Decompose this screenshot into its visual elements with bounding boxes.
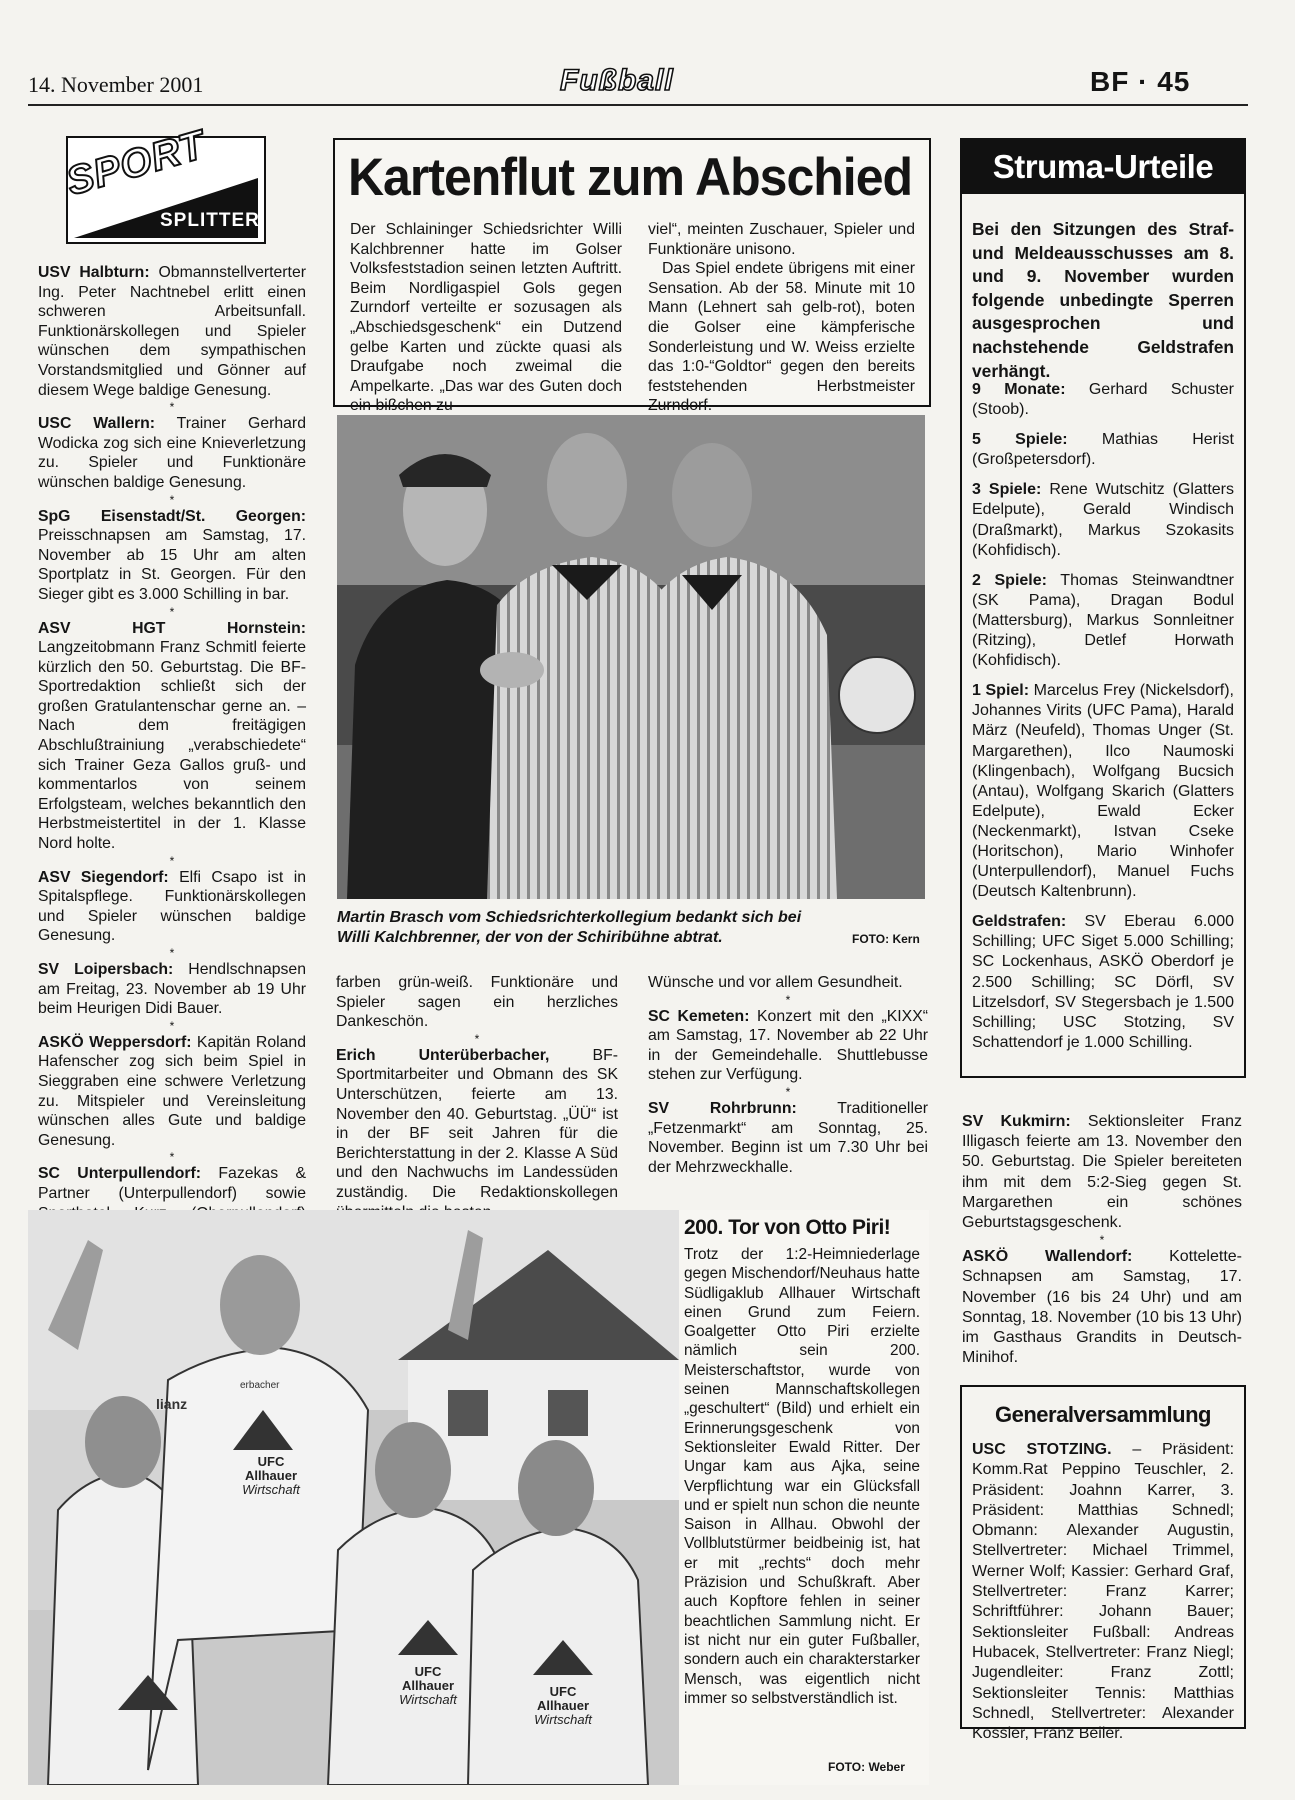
piri-article-title: 200. Tor von Otto Piri! xyxy=(684,1216,891,1239)
right-column-notes xyxy=(962,1112,1242,1378)
piri-article-text: Trotz der 1:2-Heimniederlage gegen Mischendorf/Neuhaus hatte Südligaklub Allhauer Wirtschaft einen Grund zum Feiern. Goalgetter Otto Piri erzielte nämlich sein 200. Meisterschaftstor, wurde von seinen Mannschaftskollegen „geschultert“ (Bild) und erhielt ein Erinnerungsgeschenk von Sektionsleiter Ewald Ritter. Der Ungar kam aus Ajka, seine Verpflichtung war ein Glücksfall und er spielt nun schon die neunte Saison in Allhau. Obwohl der Vollblutstürmer beidbeinig ist, hat er mit „rechts“ doch mehr Präzision und Schußkraft. Aber auch Kopftore fehlen in seiner beachtlichen Sammlung nicht. Er ist nicht nur ein guter Fußballer, sondern auch ein charakterstarker Mensch, was eigentlich nicht immer so selbstverständlich ist. xyxy=(684,1246,920,1707)
main-article-col2-p2: Das Spiel endete übrigens mit einer Sensation. Ab der 58. Minute mit 10 Mann (Lehnert sah gelb-rot), boten die Golser eine kämpferische Sonderleistung und W. Weiss erzielte das 1:0-“Goldtor“ gegen den bereits feststehenden Herbstmeister Zurndorf. xyxy=(648,260,915,415)
photo-credit-weber: FOTO: Weber xyxy=(828,1760,905,1774)
lower-item: Erich Unterüberbacher, BF-Sportmitarbeiter und Obmann des SK Unterschützen, feierte am 13. November den 40. Geburtstag. „ÜÜ“ ist in der BF seit Jahren für die Berichterstattung in der 2. Klasse A Süd und den Nachwuchs im Landessüden zuständig. Die Redaktionskollegen xyxy=(336,1046,618,1201)
banner-text: lianz xyxy=(156,1396,188,1412)
separator-star: * xyxy=(785,992,791,1007)
team-photo xyxy=(28,1210,679,1785)
splitter-item: ASV HGT Hornstein: Langzeitobmann Franz Schmitl feierte kürzlich den 50. Geburtstag. Die BF-Sportredaktion schließt sich der großen Gratulantenschar gerne an. – Nach dem freitägigen Abschlußtrainiung „verabschiedete“ sich Trainer Geza Gallos gruß- und kommentarlos von seinem Erfolgsteam, welches bekanntlich den Herbstmeistertitel in der 1. Klasse Nord holte. xyxy=(38,619,306,853)
shirt-line-2: Allhauer xyxy=(401,1678,454,1693)
separator-star: * xyxy=(785,1084,791,1099)
issue-date: 14. November 2001 xyxy=(28,72,204,97)
general-assembly-text xyxy=(972,1440,1234,1744)
separator-star: * xyxy=(169,604,175,619)
sport-splitter-logo xyxy=(61,122,266,244)
referee-photo xyxy=(337,415,925,899)
shirt-line-3: Wirtschaft xyxy=(534,1712,592,1727)
page-number: BF · 45 xyxy=(1090,66,1191,97)
separator-star: * xyxy=(169,400,175,415)
lower-item: farben grün-weiß. Funktionäre und Spieler sagen ein herzliches Dankeschön. xyxy=(336,974,618,1031)
splitter-item: USV Halbturn: Obmannstellverterter Ing. Peter Nachtnebel erlitt einen schweren Arbeitsunfall. Funktionärskollegen und Spieler wünschen dem sympathischen Vorstandsmitglied und Gönner auf diesem Wege baldige Genesung. xyxy=(38,264,306,399)
splitter-item: SpG Eisenstadt/St. Georgen: Preisschnapsen am Samstag, 17. November ab 15 Uhr am alten Sportplatz in St. Georgen. Für den Sieger gibt es 3.000 Schilling in bar. xyxy=(38,507,306,603)
general-assembly-lead: USC STOTZING. xyxy=(972,1441,1112,1458)
splitter-item: USC Wallern: Trainer Gerhard Wodicka zog sich eine Knieverletzung zu. Spieler und Funktionäre wünschen baldige Genesung. xyxy=(38,415,306,491)
struma-list xyxy=(972,380,1234,1063)
struma-item: 9 Monate: Gerhard Schuster (Stoob). xyxy=(972,381,1235,419)
separator-star: * xyxy=(169,946,175,960)
struma-item: 3 Spiele: Rene Wutschitz (Glatters Edelpute), Gerald Windisch (Draßmarkt), Markus Szokasits (Kohfidisch). xyxy=(972,481,1234,559)
main-article-title: Kartenflut zum Abschied xyxy=(347,147,913,207)
separator-star: * xyxy=(169,492,175,507)
shirt-line-3: Wirtschaft xyxy=(242,1482,300,1497)
header-rule xyxy=(28,104,1248,106)
lower-item: SV Rohrbrunn: Traditioneller „Fetzenmarkt“ am Sonntag, 25. November. Beginn ist um 7.30 Uhr bei der Mehrzweckhalle. xyxy=(648,1099,928,1176)
splitter-item: ASV Siegendorf: Elfi Csapo ist in Spitalspflege. Funktionärskollegen und Spieler wünschen baldige Genesung. xyxy=(38,868,306,945)
general-assembly-title: Generalversammlung xyxy=(995,1402,1211,1427)
struma-intro: Bei den Sitzungen des Straf- und Meldeausschusses am 8. und 9. November wurden folgende unbedingte Sperren ausgesprochen und nachstehende Geldstrafen verhängt. xyxy=(972,219,1234,381)
referee-photo-illustration xyxy=(337,415,925,899)
lower-column-a xyxy=(336,973,618,1232)
separator-star: * xyxy=(474,1031,480,1046)
shirt-line-3: Wirtschaft xyxy=(399,1692,457,1707)
struma-item: 5 Spiele: Mathias Herist (Großpetersdorf). xyxy=(972,431,1234,469)
separator-star: * xyxy=(1099,1233,1105,1248)
lower-item: SC Kemeten: Konzert mit den „KIXX“ am Samstag, 17. November ab 22 Uhr in der Gemeindehalle. Shuttlebusse stehen zur Verfügung. xyxy=(648,1007,928,1084)
shirt-logo-text xyxy=(226,1455,316,1497)
photo-credit-kern: FOTO: Kern xyxy=(852,932,920,946)
shirt-logo-text-2 xyxy=(383,1665,473,1707)
separator-star: * xyxy=(169,853,175,868)
struma-item: 2 Spiele: Thomas Steinwandtner (SK Pama), Dragan Bodul (Mattersburg), Markus Sonnleitner (Ritzing), Detlef Horwath (Kohfidisch). xyxy=(972,571,1235,670)
section-title: Fußball xyxy=(560,64,674,97)
referee-photo-caption: Martin Brasch vom Schiedsrichterkollegium bedankt sich bei Willi Kalchbrenner, der von der Schiribühne abtrat. xyxy=(337,909,802,946)
separator-star: * xyxy=(169,1018,175,1033)
shirt-line-2: Allhauer xyxy=(536,1698,589,1713)
splitter-item: ASKÖ Weppersdorf: Kapitän Roland Hafenscher zog sich beim Spiel in Sieggraben eine schwere Verletzung zu. Mitspieler und Vereinsleitung wünschen alles Gute und baldige Genesung. xyxy=(38,1033,306,1149)
right-note-item: ASKÖ Wallendorf: Kottelette-Schnapsen am Samstag, 17. November (16 bis 24 Uhr) und am Sonntag, 18. November (10 bis 13 Uhr) im Gasthaus Grandits in Deutsch-Minihof. xyxy=(962,1248,1242,1367)
shirt-line-2: Allhauer xyxy=(244,1468,297,1483)
main-article-col2 xyxy=(648,220,915,416)
shirt-line-1: UFC xyxy=(549,1684,577,1699)
shirt-sponsor-label: erbacher xyxy=(240,1380,280,1391)
shirt-logo-text-3 xyxy=(518,1685,608,1727)
shirt-line-1: UFC xyxy=(414,1664,442,1679)
general-assembly-body: – Präsident: Komm.Rat Peppino Teuschler, 2. Präsident: Joahnn Karrer, 3. Präsident: Matthias Schnedl; Obmann: Alexander Augustin, Stellvertreter: Michael Trimmel, Werner Wolf; Kassier: Gerhard Graf, Stellvertreter: Franz Karrer; Schriftführer: Johann Bauer; Sektionsleiter Fußball: Andreas Hubacek, Stellvertreter: Franz Niegl; Jugendleiter: Franz Zottl; Sektionsleiter Tennis: Matthias Schnedl, Stellvertreter: Alexander Kössler, Franz Beiler. xyxy=(972,1441,1235,1743)
lower-column-b xyxy=(648,973,928,1187)
struma-title: Struma-Urteile xyxy=(962,140,1244,194)
logo-sub: SPLITTER xyxy=(160,210,260,231)
splitter-column xyxy=(38,263,306,1272)
splitter-item: SC Unterpullendorf: Fazekas & Partner (Unterpullendorf) sowie xyxy=(38,1165,306,1202)
splitter-item: SV Loipersbach: Hendlschnapsen am Freitag, 23. November ab 19 Uhr beim Heurigen Didi Bauer. xyxy=(38,961,306,1018)
shirt-line-1: UFC xyxy=(257,1454,285,1469)
separator-star: * xyxy=(169,1150,175,1165)
lower-item: Wünsche und vor allem Gesundheit. xyxy=(648,974,903,991)
struma-item: 1 Spiel: Marcelus Frey (Nickelsdorf), Johannes Virits (UFC Pama), Harald März (Neufeld), Thomas Unger (St. Margarethen), Ilco Naumoski (Klingenbach), Wolfgang Bucsich (Antau), Wolfgang Skarich (Glatters Edelpute), Ewald Ecker (Neckenmarkt), Istvan Cseke (Horitschon), Mario Winhofer (Unterpullendorf), Manuel Fuchs (Deutsch Kaltenbrunn). xyxy=(972,682,1234,901)
main-article-col1: Der Schlaininger Schiedsrichter Willi Kalchbrenner hatte im Golser Volksfeststadion seinen letzten Auftritt. Beim Nordligaspiel Gols gegen Zurndorf verteilte er sozusagen als „Abschiedsgeschenk“ ein Dutzend gelbe Karten und zückte quasi als Draufgabe noch zweimal die Ampelkarte. „Das war des Guten doch ein bißchen zu- xyxy=(350,221,622,415)
right-note-item: SV Kukmirn: Sektionsleiter Franz Illigasch feierte am 13. November den 50. Geburtstag. Die Spieler bereiteten ihm mit dem 5:2-Sieg gegen St. Margarethen ein schönes Geburtstagsgeschenk. xyxy=(962,1113,1242,1232)
logo-word: SPORT xyxy=(61,122,211,205)
struma-item: Geldstrafen: SV Eberau 6.000 Schilling; UFC Siget 5.000 Schilling; SC Lockenhaus, ASKÖ Oberdorf je 2.500 Schilling; SC Dörfl, SV Litzelsdorf, SV Stegersbach je 1.500 Schilling; USC Stotzing, SV Schattendorf je 1.000 Schilling. xyxy=(972,913,1234,1051)
main-article-col2-p1: viel“, meinten Zuschauer, Spieler und Funktionäre unisono. xyxy=(648,221,915,258)
